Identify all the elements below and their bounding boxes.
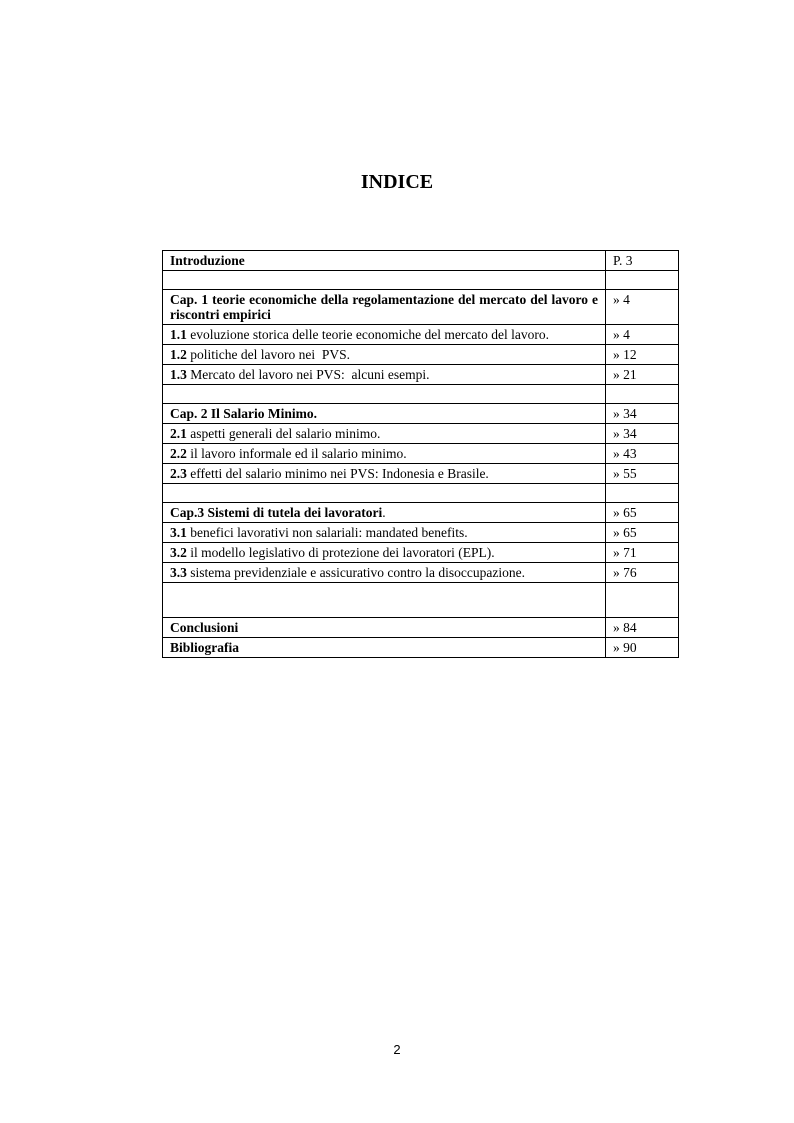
toc-entry-page: » 76 (606, 563, 679, 583)
toc-entry-title (163, 464, 606, 484)
toc-row (163, 404, 679, 424)
toc-row (163, 638, 679, 658)
toc-entry-title (163, 385, 606, 404)
toc-entry-text: . (382, 505, 386, 520)
toc-entry-page: » 4 (606, 290, 679, 325)
toc-entry-label: Introduzione (170, 253, 245, 268)
toc-entry-label: Cap. 2 Il Salario Minimo. (170, 406, 318, 421)
toc-row (163, 618, 679, 638)
toc-entry-text: il lavoro informale ed il salario minimo. (186, 446, 407, 461)
toc-entry-page: » 71 (606, 543, 679, 563)
toc-entry-label: Bibliografia (170, 640, 240, 655)
toc-entry-label: Conclusioni (170, 620, 239, 635)
toc-entry-title (163, 345, 606, 365)
toc-entry-title (163, 325, 606, 345)
toc-row (163, 583, 679, 618)
toc-entry-text: evoluzione storica delle teorie economiche del mercato del lavoro. (186, 327, 549, 342)
toc-entry-label: 3.1 (170, 525, 187, 540)
toc-entry-title (163, 271, 606, 290)
toc-entry-label: 2.2 (170, 446, 187, 461)
toc-entry-page: » 34 (606, 404, 679, 424)
toc-entry-label: Cap. 1 teorie economiche della regolamentazione del mercato del lavoro e riscontri empirici (170, 292, 598, 322)
toc-entry-page: » 21 (606, 365, 679, 385)
toc-entry-page: P. 3 (606, 251, 679, 271)
toc-entry-title (163, 424, 606, 444)
toc-entry-title (163, 583, 606, 618)
page-number: 2 (393, 1042, 401, 1057)
toc-entry-label: 3.3 (170, 565, 187, 580)
toc-row (163, 503, 679, 523)
toc-entry-title (163, 618, 606, 638)
toc-row (163, 290, 679, 325)
toc-row (163, 365, 679, 385)
toc-entry-page: » 4 (606, 325, 679, 345)
toc-entry-text: sistema previdenziale e assicurativo contro la disoccupazione. (186, 565, 525, 580)
toc-entry-page: » 65 (606, 523, 679, 543)
toc-entry-title (163, 290, 606, 325)
page-title: INDICE (360, 171, 434, 193)
toc-entry-page: » 55 (606, 464, 679, 484)
toc-entry-title (163, 638, 606, 658)
toc-entry-page (606, 271, 679, 290)
toc-entry-title (163, 365, 606, 385)
toc-entry-label: 1.2 (170, 347, 187, 362)
toc-entry-label: Cap.3 Sistemi di tutela dei lavoratori (170, 505, 383, 520)
toc-entry-text: effetti del salario minimo nei PVS: Indonesia e Brasile. (186, 466, 489, 481)
toc-entry-title (163, 523, 606, 543)
toc-entry-text: politiche del lavoro nei PVS. (186, 347, 350, 362)
toc-entry-title (163, 543, 606, 563)
toc-entry-page: » 12 (606, 345, 679, 365)
toc-entry-page: » 43 (606, 444, 679, 464)
toc-row (163, 251, 679, 271)
toc-row (163, 444, 679, 464)
toc-entry-label: 2.1 (170, 426, 187, 441)
toc-row (163, 385, 679, 404)
toc-entry-title (163, 484, 606, 503)
toc-row (163, 271, 679, 290)
toc-entry-title (163, 503, 606, 523)
toc-entry-title (163, 251, 606, 271)
toc-entry-label: 3.2 (170, 545, 187, 560)
toc-row (163, 424, 679, 444)
toc-entry-label: 1.1 (170, 327, 187, 342)
toc-entry-label: 1.3 (170, 367, 187, 382)
toc-entry-label: 2.3 (170, 466, 187, 481)
toc-row (163, 464, 679, 484)
toc-entry-page: » 90 (606, 638, 679, 658)
toc-entry-page: » 65 (606, 503, 679, 523)
table-of-contents (162, 250, 679, 658)
toc-row (163, 543, 679, 563)
toc-entry-page: » 84 (606, 618, 679, 638)
toc-row (163, 563, 679, 583)
toc-body (163, 251, 679, 658)
toc-entry-text: benefici lavorativi non salariali: mandated benefits. (186, 525, 468, 540)
toc-entry-title (163, 563, 606, 583)
toc-entry-page (606, 385, 679, 404)
toc-entry-text: il modello legislativo di protezione dei lavoratori (EPL). (186, 545, 495, 560)
toc-entry-page (606, 484, 679, 503)
toc-entry-title (163, 404, 606, 424)
toc-row (163, 523, 679, 543)
toc-row (163, 484, 679, 503)
toc-entry-text: aspetti generali del salario minimo. (186, 426, 381, 441)
toc-entry-title (163, 444, 606, 464)
toc-entry-text: Mercato del lavoro nei PVS: alcuni esempi. (186, 367, 430, 382)
toc-entry-page (606, 583, 679, 618)
toc-row (163, 325, 679, 345)
toc-row (163, 345, 679, 365)
toc-entry-page: » 34 (606, 424, 679, 444)
